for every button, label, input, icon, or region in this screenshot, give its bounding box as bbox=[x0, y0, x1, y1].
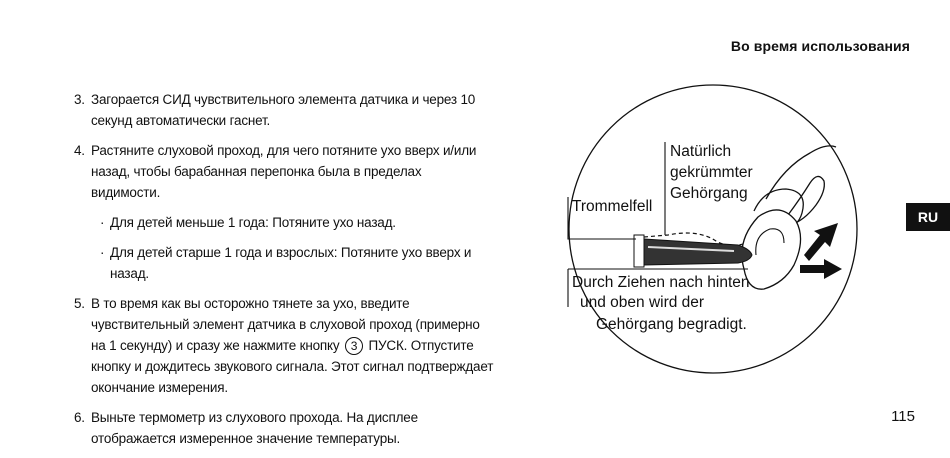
step-number: 5. bbox=[74, 296, 85, 311]
step-number: 4. bbox=[74, 143, 85, 158]
probe-base bbox=[634, 235, 644, 267]
caption-line-1: Durch Ziehen nach hinten bbox=[572, 274, 750, 291]
caption-line-3: Gehörgang begradigt. bbox=[596, 316, 747, 333]
ear-diagram bbox=[548, 79, 878, 379]
bullet: · bbox=[100, 245, 105, 260]
step-4 bbox=[74, 140, 494, 203]
step-number: 6. bbox=[74, 410, 85, 425]
step-text bbox=[91, 293, 494, 398]
ear-canal-illustration bbox=[548, 79, 878, 379]
step-text-before: В то время как вы осторожно тянете за ухо, введите чувствительный элемент датчика в слуховой проход (примерно на 1 секунду) и сразу же нажмите кнопку bbox=[91, 296, 480, 353]
section-title: Во время использования bbox=[730, 38, 910, 54]
step-text-after: ПУСК. Отпустите кнопку и дождитесь звукового сигнала. Этот сигнал подтверждает окончание измерения. bbox=[91, 338, 494, 395]
step-5 bbox=[74, 293, 494, 398]
step-3 bbox=[74, 89, 494, 131]
instruction-list bbox=[74, 89, 494, 458]
start-button-number-icon: 3 bbox=[345, 337, 363, 355]
sub-item-over-1-year bbox=[100, 242, 494, 284]
bullet: · bbox=[100, 215, 105, 230]
language-tab: RU bbox=[906, 203, 950, 231]
label-canal-line-2: gekrümmter bbox=[670, 164, 753, 181]
sub-item-under-1-year bbox=[100, 212, 494, 233]
label-eardrum: Trommelfell bbox=[572, 198, 653, 215]
label-canal-line-1: Natürlich bbox=[670, 143, 732, 160]
sub-item-text: Для детей старше 1 года и взрослых: Потяните ухо вверх и назад. bbox=[110, 245, 472, 281]
caption-line-2: und oben wird der bbox=[580, 294, 705, 311]
page-number: 115 bbox=[891, 408, 915, 425]
step-text: Выньте термометр из слухового прохода. На дисплее отображается измеренное значение температуры. bbox=[91, 410, 418, 446]
step-text: Загорается СИД чувствительного элемента датчика и через 10 секунд автоматически гаснет. bbox=[91, 92, 476, 128]
step-number: 3. bbox=[74, 92, 85, 107]
sub-item-text: Для детей меньше 1 года: Потяните ухо назад. bbox=[110, 215, 396, 230]
step-text: Растяните слуховой проход, для чего потяните ухо вверх и/или назад, чтобы барабанная перепонка была в пределах видимости. bbox=[91, 143, 477, 200]
label-canal-line-3: Gehörgang bbox=[670, 185, 748, 202]
